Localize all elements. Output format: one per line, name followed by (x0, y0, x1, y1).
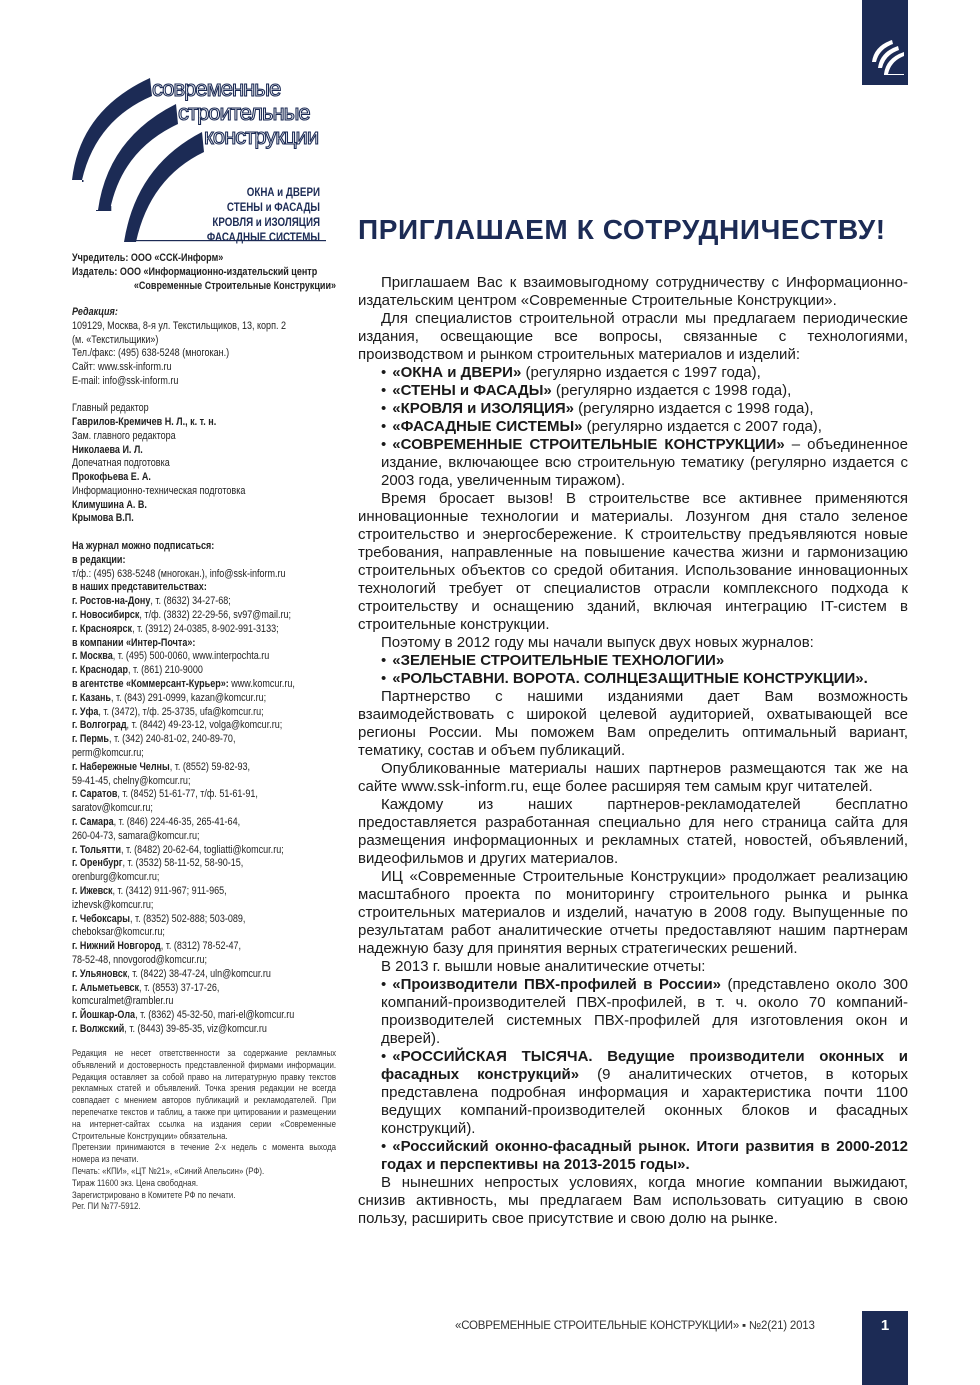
paragraph: ИЦ «Современные Строительные Конструкции» продолжает реализацию масштабного проекта по мониторингу строительного рынка и рынка строительных материалов и изделий, начатую в 2008 году. Выпущенные по результатам работ аналитические отчеты предоставляют нашим партнерам надежную базу для принятия верных стратегических решений. (358, 868, 908, 957)
info-bold: На журнал можно подписаться: (72, 540, 215, 552)
info-line (72, 375, 336, 389)
info-bold: г. Новосибирск (72, 608, 140, 621)
info-text: Тел./факс: (495) 638-5248 (многокан.) (72, 347, 230, 360)
publisher-line-2: «Современные Строительные Конструкции» (133, 280, 337, 292)
paragraph: Для специалистов строительной отрасли мы предлагаем периодические издания, освещающие все вопросы, связанные с технологиями, производством и рынком строительных материалов и изделий: (358, 310, 908, 363)
info-line (72, 554, 336, 568)
bullet-title: «РОССИЙСКАЯ ТЫСЯЧА. Ведущие производители оконных и фасадных конструкций» (381, 1048, 908, 1083)
info-line (72, 457, 336, 471)
bullet-text: (регулярно издается с 2007 года), (582, 418, 822, 435)
info-text: , т. (861) 210-9000 (128, 664, 203, 677)
registration-number: Рег. ПИ №77-5912. (72, 1201, 141, 1213)
disclaimer-text: Редакция не несет ответственности за содержание рекламных объявлений и достоверность представленной фирмами информации. Редакция оставляет за собой право на литературную правку текстов рекламных статей и объявлений. Точка зрения редакции не всегда совпадает с мнением авторов публикаций и рекламодателей. При перепечатке текстов и таблиц, а также при цитировании и размещении на интернет-сайтах ссылка на издания серии «Современные Строительные Конструкции» обязательна. (72, 1048, 337, 1142)
info-text: komcuralmet@rambler.ru (72, 995, 174, 1008)
info-text: 109129, Москва, 8-я ул. Текстильщиков, 13, корп. 2 (72, 319, 286, 332)
founder-line: Учредитель: ООО «ССК-Информ» (72, 252, 224, 264)
info-line (72, 430, 336, 444)
info-text: cheboksar@komcur.ru; (72, 926, 165, 939)
info-text: Информационно-техническая подготовка (72, 484, 246, 497)
founders-block (72, 251, 336, 293)
bullet-item (381, 364, 908, 382)
info-text: , т. (8352) 502-888; 503-089, (129, 912, 246, 925)
bullet-icon: • (381, 400, 387, 417)
info-line (72, 416, 336, 430)
section-heading: Редакция: (72, 306, 118, 318)
info-bold: г. Нижний Новгород (72, 940, 161, 953)
info-bold: г. Уфа (72, 705, 99, 718)
info-line (72, 471, 336, 485)
bullet-icon: • (381, 652, 387, 669)
info-line (72, 650, 336, 664)
info-line (72, 706, 336, 720)
info-bold: Крымова В.П. (72, 512, 134, 525)
info-line (72, 995, 336, 1009)
info-bold: г. Самара (72, 815, 114, 828)
print-info: Печать: «КПИ», «ЦТ №21», «Синий Апельсин» (РФ). (72, 1165, 265, 1177)
bullet-title: «СОВРЕМЕННЫЕ СТРОИТЕЛЬНЫЕ КОНСТРУКЦИИ» (392, 436, 785, 453)
info-bold: г. Красноярск (72, 622, 133, 635)
info-line (72, 719, 336, 733)
info-line (72, 940, 336, 954)
info-line (72, 926, 336, 940)
bullet-icon: • (381, 976, 387, 993)
info-text: Сайт: www.ssk-inform.ru (72, 361, 172, 373)
info-line (72, 844, 336, 858)
bullet-text: (9 аналитических отчетов, в которых представлена подробная информация и характеристика почти 1100 ведущих компаний-производителей оконных блоков и фасадных конструкций). (381, 1066, 908, 1137)
info-line (72, 802, 336, 816)
info-bold: г. Москва (72, 650, 113, 663)
rubric-item: ОКНА и ДВЕРИ (246, 187, 320, 199)
info-text: т/ф.: (495) 638-5248 (многокан.), info@ssk-inform.ru (72, 567, 286, 580)
page-number: 1 (862, 1311, 908, 1385)
info-text: , т. (8482) 20-62-64, togliatti@komcur.ru; (121, 843, 284, 856)
info-text: , т. (8362) 45-32-50, mari-el@komcur.ru (135, 1009, 295, 1022)
editorial-info (72, 306, 336, 526)
bullet-text: (регулярно издается с 1997 года), (521, 364, 761, 381)
info-bold: г. Тольятти (72, 843, 122, 856)
info-line (72, 334, 336, 348)
footer-journal-issue: «СОВРЕМЕННЫЕ СТРОИТЕЛЬНЫЕ КОНСТРУКЦИИ» ▪ №2(21) 2013 (455, 1320, 815, 1332)
info-line (72, 512, 336, 526)
info-bold: г. Краснодар (72, 664, 129, 677)
info-line (72, 733, 336, 747)
bullet-text: – объединенное издание, включающее всю строительную тематику (регулярно издается с 2003 года, увеличенным тиражом). (381, 436, 908, 489)
info-line (72, 692, 336, 706)
info-line (72, 747, 336, 761)
info-line (72, 637, 336, 651)
info-line (72, 361, 336, 375)
info-bold: г. Ульяновск (72, 967, 128, 980)
info-bold: г. Ижевск (72, 884, 113, 897)
info-text: , т. (846) 224-46-35, 265-41-64, (113, 815, 241, 828)
bullet-item (381, 400, 908, 418)
article-body (358, 274, 908, 1228)
info-line (72, 609, 336, 623)
bullet-item (381, 418, 908, 436)
bullet-icon: • (381, 1048, 387, 1065)
info-bold: г. Чебоксары (72, 912, 130, 925)
bullet-title: «СТЕНЫ и ФАСАДЫ» (392, 382, 552, 399)
info-text: , т. (8553) 37-17-26, (139, 981, 220, 994)
info-text: , т. (8312) 78-52-47, (160, 940, 242, 953)
info-line (72, 306, 336, 320)
info-text: Зам. главного редактора (72, 429, 176, 442)
info-bold: Климушина А. В. (72, 498, 147, 511)
info-text: , т. (8552) 59-82-93, (169, 760, 251, 773)
info-line (72, 788, 336, 802)
info-line (72, 968, 336, 982)
info-line (72, 816, 336, 830)
info-line (72, 320, 336, 334)
info-text: , т/ф. (3832) 22-29-56, sv97@mail.ru; (139, 608, 292, 621)
paragraph: Каждому из наших партнеров-рекламодателей бесплатно предоставляется разработанная специально для него страница сайта для размещения информационных и рекламных статей, новостей, объявлений, видеофильмов и других материалов. (358, 796, 908, 867)
bullet-icon: • (381, 364, 387, 381)
logo-line-1: современные (152, 76, 281, 101)
info-text: perm@komcur.ru; (72, 746, 144, 759)
bullet-text: (регулярно издается с 1998 года), (551, 382, 792, 399)
info-text: , т. (8442) 49-23-12, volga@komcur.ru; (126, 719, 283, 732)
bullet-icon: • (381, 436, 387, 453)
info-bold: в агентстве «Коммерсант-Курьер»: (72, 677, 229, 690)
info-line (72, 775, 336, 789)
info-bold: г. Саратов (72, 788, 118, 801)
info-line (72, 678, 336, 692)
bullet-title: «ОКНА и ДВЕРИ» (392, 364, 522, 381)
info-text: , т. (3472), т/ф. 25-3735, ufa@komcur.ru; (98, 705, 264, 718)
info-text: , т. (3912) 24-0385, 8-902-991-3133; (132, 622, 279, 635)
info-line (72, 595, 336, 609)
circulation-info: Тираж 11600 экз. Цена свободная. (72, 1177, 199, 1189)
info-text: , т. (8452) 51-61-77, т/ф. 51-61-91, (117, 788, 258, 801)
bullet-item (381, 652, 908, 670)
bullet-icon: • (381, 1138, 387, 1155)
info-line (72, 540, 336, 554)
rubric-item: СТЕНЫ и ФАСАДЫ (226, 202, 320, 214)
info-bold: г. Пермь (72, 733, 109, 746)
bullet-icon: • (381, 418, 387, 435)
bullet-title: «РОЛЬСТАВНИ. ВОРОТА. СОЛНЦЕЗАЩИТНЫЕ КОНСТРУКЦИИ». (392, 670, 868, 687)
info-text: , т. (8632) 34-27-68; (150, 595, 231, 608)
info-text: , т. (843) 291-0999, kazan@komcur.ru; (110, 691, 267, 704)
bullet-item (381, 1048, 908, 1138)
info-line (72, 402, 336, 416)
info-line (72, 954, 336, 968)
info-line (72, 623, 336, 637)
disclaimer (72, 1048, 336, 1213)
info-text: , т. (342) 240-81-02, 240-89-70, (108, 733, 236, 746)
info-text: E-mail: info@ssk-inform.ru (72, 374, 179, 387)
info-text: orenburg@komcur.ru; (72, 871, 160, 884)
info-text: , т. (8422) 38-47-24, uln@komcur.ru (127, 967, 271, 980)
paragraph: В 2013 г. вышли новые аналитические отчеты: (381, 958, 706, 975)
info-bold: г. Волжский (72, 1022, 125, 1035)
info-bold: в компании «Интер-Почта»: (72, 636, 196, 649)
bullet-title: «Производители ПВХ-профилей в России» (392, 976, 722, 993)
rubric-list (150, 186, 320, 246)
bullet-icon: • (381, 382, 387, 399)
info-bold: г. Альметьевск (72, 981, 140, 994)
info-line (72, 444, 336, 458)
claims-note: Претензии принимаются в течение 2-х недель с момента выхода номера из печати. (72, 1142, 337, 1166)
paragraph: Приглашаем Вас к взаимовыгодному сотрудничеству с Информационно-издательским центром «Современные Строительные Конструкции». (358, 274, 908, 309)
info-line (72, 871, 336, 885)
info-bold: г. Ростов-на-Дону (72, 595, 151, 608)
info-line (72, 830, 336, 844)
info-text: 260-04-73, samara@komcur.ru; (72, 829, 200, 842)
info-line (72, 485, 336, 499)
bullet-item (381, 976, 908, 1048)
rubric-item: ФАСАДНЫЕ СИСТЕМЫ (206, 232, 320, 244)
info-line (72, 857, 336, 871)
info-line (72, 568, 336, 582)
bullet-item (381, 382, 908, 400)
info-line (72, 347, 336, 361)
info-line (72, 581, 336, 595)
info-line (72, 761, 336, 775)
info-text: 78-52-48, nnovgorod@komcur.ru; (72, 953, 208, 966)
info-text: 59-41-45, chelny@komcur.ru; (72, 774, 191, 787)
bullet-item (381, 436, 908, 490)
info-line (72, 899, 336, 913)
paragraph: Опубликованные материалы наших партнеров размещаются так же на сайте www.ssk-inform.ru, еще более расширяя тем самым круг читателей. (358, 760, 908, 795)
info-bold: Гаврилов-Кремичев Н. Л., к. т. н. (72, 416, 217, 428)
info-text: , т. (3532) 58-11-52, 58-90-15, (122, 857, 244, 870)
info-text: saratov@komcur.ru; (72, 802, 153, 815)
bullet-title: «Российский оконно-фасадный рынок. Итоги развития в 2000-2012 годах и перспективы на 2013-2015 годы». (381, 1138, 908, 1173)
publisher-line: Издатель: ООО «Информационно-издательский центр (72, 266, 318, 278)
bullet-item (381, 1138, 908, 1174)
bullet-title: «ЗЕЛЕНЫЕ СТРОИТЕЛЬНЫЕ ТЕХНОЛОГИИ» (392, 652, 725, 669)
info-text: (м. «Текстильщики») (72, 333, 159, 346)
paragraph: Партнерство с нашими изданиями дает Вам возможность взаимодействовать с широкой целевой аудиторией, охватывающей все регионы России. Мы поможем Вам определить оптимальный вариант, тематику, состав и объем публикаций. (358, 688, 908, 759)
info-text: , т. (3412) 911-967; 911-965, (112, 884, 227, 897)
info-bold: г. Набережные Челны (72, 760, 170, 773)
info-bold: г. Йошкар-Ола (72, 1009, 136, 1022)
info-bold: г. Оренбург (72, 857, 123, 870)
paragraph: Время бросает вызов! В строительстве все активнее применяются инновационные технологии и материалы. Лозунгом дня стало зеленое строительство и энергосбережение. К строительству предъявляются новые требования, направленные на повышение качества жизни и гармонизацию строительных объектов со средой обитания. Использование инновационных технологий требует от специалистов отрасли комплексного подхода к строительству и оснащению зданий, включая интеграцию IT-систем в строительные конструкции. (358, 490, 908, 633)
info-line (72, 885, 336, 899)
info-line (72, 1023, 336, 1037)
bullet-item (381, 670, 908, 688)
info-bold: г. Волгоград (72, 719, 127, 732)
bullet-title: «КРОВЛЯ и ИЗОЛЯЦИЯ» (392, 400, 575, 417)
info-bold: Прокофьева Е. А. (72, 471, 151, 483)
registration-info: Зарегистрировано в Комитете РФ по печати. (72, 1189, 236, 1201)
info-text: , т. (495) 500-0060, www.interpochta.ru (112, 650, 270, 663)
info-text: www.komcur.ru, (228, 677, 295, 690)
paragraph: В нынешних непростых условиях, когда многие компании выжидают, снизив активность, мы предлагаем Вам использовать ситуацию в свою пользу, расширить свое присутствие и свою долю на рынке. (358, 1174, 908, 1227)
info-text: Главный редактор (72, 402, 149, 415)
info-line (72, 1009, 336, 1023)
top-corner-logo-tab (862, 0, 908, 85)
info-text: izhevsk@komcur.ru; (72, 898, 154, 911)
info-text: , т. (8443) 39-85-35, viz@komcur.ru (124, 1022, 267, 1035)
info-bold: Николаева И. Л. (72, 443, 143, 456)
info-bold: г. Казань (72, 691, 111, 704)
rubric-item: КРОВЛЯ и ИЗОЛЯЦИЯ (212, 217, 320, 229)
logo-line-2: строительные (178, 100, 310, 125)
paragraph: Поэтому в 2012 году мы начали выпуск двух новых журналов: (381, 634, 814, 651)
page-title: ПРИГЛАШАЕМ К СОТРУДНИЧЕСТВУ! (358, 214, 886, 245)
logo-line-3: конструкции (204, 124, 319, 149)
info-line (72, 982, 336, 996)
info-line (72, 499, 336, 513)
bullet-icon: • (381, 670, 387, 687)
info-bold: в наших представительствах: (72, 581, 207, 594)
arcs-logo-icon (862, 0, 908, 85)
info-line (72, 913, 336, 927)
bullet-text: (представлено около 300 компаний-производителей ПВХ-профилей, в т. ч. около 70 компаний-производителей системных ПВХ-профилей для изготовления окон и дверей). (381, 976, 908, 1047)
bullet-text: (регулярно издается с 1998 года), (574, 400, 814, 417)
subscription-info (72, 540, 336, 1037)
info-line (72, 389, 336, 403)
info-text: Допечатная подготовка (72, 457, 170, 470)
bullet-title: «ФАСАДНЫЕ СИСТЕМЫ» (392, 418, 583, 435)
info-line (72, 664, 336, 678)
info-bold: в редакции: (72, 553, 126, 566)
